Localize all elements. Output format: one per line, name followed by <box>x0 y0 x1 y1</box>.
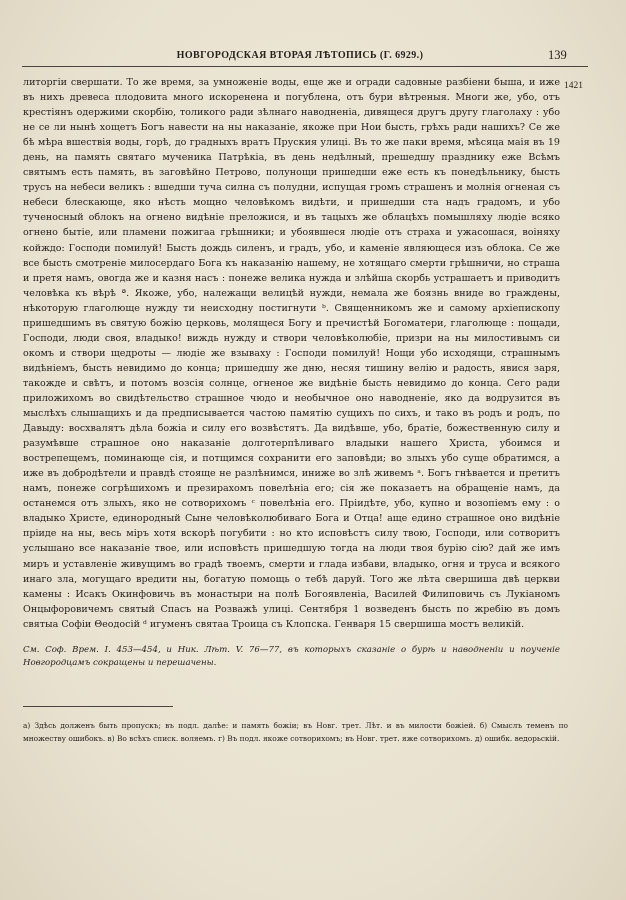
page-header <box>0 50 626 66</box>
running-head: НОВГОРОДСКАЯ ВТОРАЯ ЛѢТОПИСЬ (Г. 6929.) <box>176 50 424 61</box>
page-number: 139 <box>548 48 567 62</box>
footnotes: а) Здѣсь долженъ быть пропускъ; въ подл. далѣе: и память божiи; въ Новг. трет. Лѣт. и въ милости божiей. б) Смыслъ теменъ по множеству ошибокъ. в) Во всѣхъ списк. воляемъ. г) Въ подл. якоже сотворихомъ; въ Новг. трет. яже сотворихомъ. д) ошибк. ведорьскiй. <box>23 721 568 743</box>
source-note: См. Соф. Врем. I. 453—454, и Ник. Лѣт. V. 76—77, въ которыхъ сказанiе о бурѣ и наводненiи и поученiе Новгородцамъ сокращены и перешачены. <box>23 645 560 668</box>
chronicle-text: литоргiи свершати. То же время, за умноженiе воды, еще же и огради садовные разбiени быша, и иже въ нихъ древеса плодовита много искоренена и погублена, отъ бури вѣтреныя. Многи же, убо, отъ крестiянъ одержими скорбiю, толикого ради зѣлнаго наводненiа, дивящеся другъ другу глаголаху : убо не се ли нынѣ хощетъ Богъ навести на ны наказанiе, якоже при Нои бысть, грѣхъ ради нашихъ? Се же бѣ мѣра вшествiя воды, горѣ, до градныхъ вратъ Пруския улицi. Въ то же паки время, мѣсяца маiя въ 19 день, на память святаго мученика Патрѣкiа, въ день недѣлный, прешедшу празднику еже Всѣмъ святымъ есть память, въ заговѣйно Петрово, полунощи пришедши еже есть къ понедѣльнику, бысть трусъ на небеси великъ : вшедши туча силна съ полудни, испущая громъ страшенъ и молнiя огненая съ небеси блескающе, яко нѣсть мощно человѣкомъ видѣти, и пришедши ста надъ градомъ, и убо тученосный облокъ на огнено видѣнiе преложися, и въ тацыхъ же облацѣхъ помышляху людiе всяко огнено бытiе, или пламени пожигаа грѣшники; и убоявшеся людiе отъ страха и ужасошася, воiняху койждо: Господи помилуй! Бысть дождь силенъ, и градъ, убо, и каменiе являющеся изъ облока. Се же все бысть смотренiе милосердаго Бога къ наказанiю нашему, не хотящаго смерти грѣшничи, но страша и претя намъ, овогда же и казня насъ : понеже велика нужда и злѣйша скорбь устрашаетъ и приводитъ человѣка къ вѣрѣ ª. Якоже, убо, належащи велицѣй нужди, немала же боязнь вниде во граждены, нѣкоторую глаголюще нужду ти неисходну постигнути ᵇ. Священникомъ же и самому архiепископу пришедшимъ въ святую божiю церковь, молящеся Богу и пречистѣй Богоматери, глаголюще : пощади, Господи, люди своя, владыко! виждь нужду и створи человѣколюбiе, призри на ны милостивымъ си окомъ и створи щедроты — людiе же взываху : Господи помилуй! Нощи убо исходящи, страшнымъ видѣнiемъ, бысть невидимо до конца; пришедшу же дню, несяя тишину велiю и радость, явися заря, такожде и свѣтъ, и потомъ возсiя солнце, огненое же видѣнiе бысть невидимо до конца. Сего ради приложихомъ во свидѣтельство страшное чюдо и необычное оно наводненiе, яко да водрузится въ мыслѣхъ слышащихъ и да предписывается частою памятiю сущихъ по сихъ, и тако въ родъ и родъ, по Давыду: восхвалятъ дѣла божiа и силу его возвѣстятъ. Да видѣвше, убо, братiе, божественную силу и разумѣвше страшное оно наказанiе долготерпѣливаго владыки нашего Христа, убоимся и вострепещемъ, поминающе сiя, и потщимся сохранити его заповѣди; во злыхъ убо суще обратимся, а иже въ добродѣтели и правдѣ стояще не разлѣнимся, иниже во злѣ живемъ ᵃ. Богъ гнѣвается и претитъ намъ, понеже согрѣшихомъ и презирахомъ повелѣнiа его; сiя же показаетъ на обращенiе намъ, да останемся отъ злыхъ, яко не сотворихомъ ᶜ повелѣнiа его. Прiидѣте, убо, купно и возопiемъ ему : о владыко Христе, единородный Сыне человѣколюбиваго Бога и Отца! аще едино страшное оно видѣнiе прiиде на ны, весь мiръ хотя вскорѣ погубити : но кто исповѣстъ силу твою, Господи, или сотворитъ услышано все наказанiе твое, или исповѣсть пришедшую тогда на люди твоя бурiю сiю? дай же имъ миръ и уставленiе живущимъ во градѣ твоемъ, смерти и глада избави, владыко, огня и труса и всякого инаго зла, могущаго вредити ны, богатую помощь о тебѣ даруй. Того же лѣта свершиша двѣ церкви камены : Исакъ Окинфовичь въ монастыри на полѣ Богоявленiа, Василей Филиповичь съ Лукiаномъ Онцыфоровичемъ святый Спасъ на Розважѣ улицi. Сентября 1 возведенъ бысть по жребiю въ домъ святыа Софiи Θеодосiй ᵈ игуменъ святаа Троица съ Клопска. Генваря 15 свершиша мостъ великiй. <box>23 77 560 630</box>
margin-year: 1421 <box>564 81 583 91</box>
header-rule <box>22 66 588 67</box>
footnote-rule <box>23 706 173 707</box>
